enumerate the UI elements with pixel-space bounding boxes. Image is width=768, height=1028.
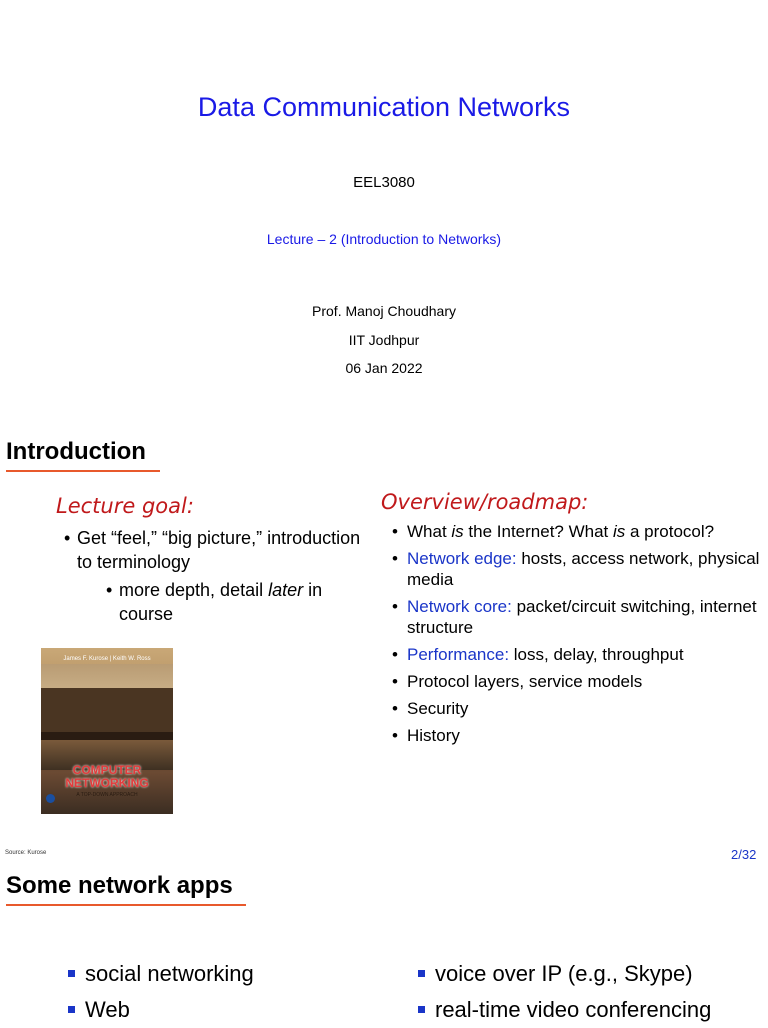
app-name: voice over IP (e.g., Skype) (435, 961, 693, 986)
roadmap-text: a protocol? (625, 522, 715, 541)
list-item (392, 725, 762, 746)
roadmap-label: Network core: (407, 597, 512, 616)
bullet-icon: • (106, 580, 113, 600)
list-item (68, 992, 254, 1028)
heading-underline (6, 904, 246, 906)
cover-bridge (41, 732, 173, 740)
roadmap-text: Security (407, 699, 469, 718)
list-item (392, 596, 762, 638)
source-caption: Source: Kurose (5, 850, 47, 856)
goal-sub-text-pre: more depth, detail (119, 580, 269, 600)
bullet-icon: • (392, 597, 398, 616)
presentation-title: Data Communication Networks (197, 92, 571, 122)
roadmap-text: hosts, access network, physical media (407, 549, 760, 589)
square-bullet-icon (418, 970, 425, 977)
roadmap-text: packet/circuit switching, internet structure (407, 597, 757, 637)
bullet-icon: • (392, 672, 398, 691)
roadmap-text: loss, delay, throughput (509, 645, 684, 664)
goal-sub-text-emphasis: later (268, 580, 304, 600)
list-item (68, 956, 254, 992)
roadmap-text: Protocol layers, service models (407, 672, 643, 691)
slide-heading: Some network apps (6, 872, 233, 899)
list-item (392, 698, 762, 719)
app-name: Web (85, 997, 130, 1022)
publisher-logo-icon (46, 794, 55, 803)
list-item (64, 526, 364, 574)
bullet-icon: • (392, 522, 398, 541)
list-item (392, 548, 762, 590)
roadmap-emphasis: is (613, 522, 626, 541)
bullet-icon: • (392, 699, 398, 718)
roadmap-label: Network edge: (407, 549, 517, 568)
network-apps-slide (0, 868, 768, 1024)
list-item (418, 992, 711, 1028)
roadmap-text: History (407, 726, 460, 745)
cover-city (41, 688, 173, 733)
introduction-slide (0, 416, 768, 868)
apps-list-left (68, 956, 254, 1028)
goal-sub-text-post: in course (119, 580, 323, 624)
roadmap-label: Performance: (407, 645, 510, 664)
page-number: 2/32 (731, 847, 757, 862)
bullet-icon: • (392, 549, 398, 568)
roadmap-text: What (407, 522, 452, 541)
textbook-cover-image (41, 648, 173, 814)
title-slide (0, 0, 768, 416)
roadmap-emphasis: is (451, 522, 464, 541)
book-authors: James F. Kurose | Keith W. Ross (63, 656, 151, 662)
institute-name: IIT Jodhpur (348, 332, 420, 348)
app-name: social networking (85, 961, 254, 986)
book-title-line1: COMPUTER (72, 763, 142, 777)
bullet-icon: • (392, 645, 398, 664)
list-item (392, 644, 762, 665)
square-bullet-icon (68, 1006, 75, 1013)
book-title-line2: NETWORKING (65, 776, 149, 790)
list-item (392, 671, 762, 692)
lecture-title: Lecture – 2 (Introduction to Networks) (266, 231, 502, 247)
professor-name: Prof. Manoj Choudhary (312, 303, 456, 319)
goal-text: Get “feel,” “big picture,” introduction to terminology (77, 528, 361, 572)
bullet-icon: • (64, 528, 71, 548)
lecture-goal-title: Lecture goal: (56, 494, 194, 518)
list-item (418, 956, 711, 992)
roadmap-text: the Internet? What (463, 522, 613, 541)
lecture-date: 06 Jan 2022 (345, 360, 423, 376)
list-item (392, 521, 762, 542)
heading-underline (6, 470, 160, 472)
slide-heading: Introduction (6, 438, 146, 465)
book-title (41, 764, 173, 790)
square-bullet-icon (68, 970, 75, 977)
lecture-goal-list (64, 526, 364, 626)
book-subtitle: A TOP-DOWN APPROACH (76, 792, 138, 798)
apps-list-right (418, 956, 711, 1028)
list-subitem (64, 578, 364, 626)
roadmap-list (392, 521, 762, 752)
roadmap-title: Overview/roadmap: (381, 490, 589, 514)
bullet-icon: • (392, 726, 398, 745)
square-bullet-icon (418, 1006, 425, 1013)
app-name: real-time video conferencing (435, 997, 712, 1022)
course-code: EEL3080 (353, 174, 415, 191)
